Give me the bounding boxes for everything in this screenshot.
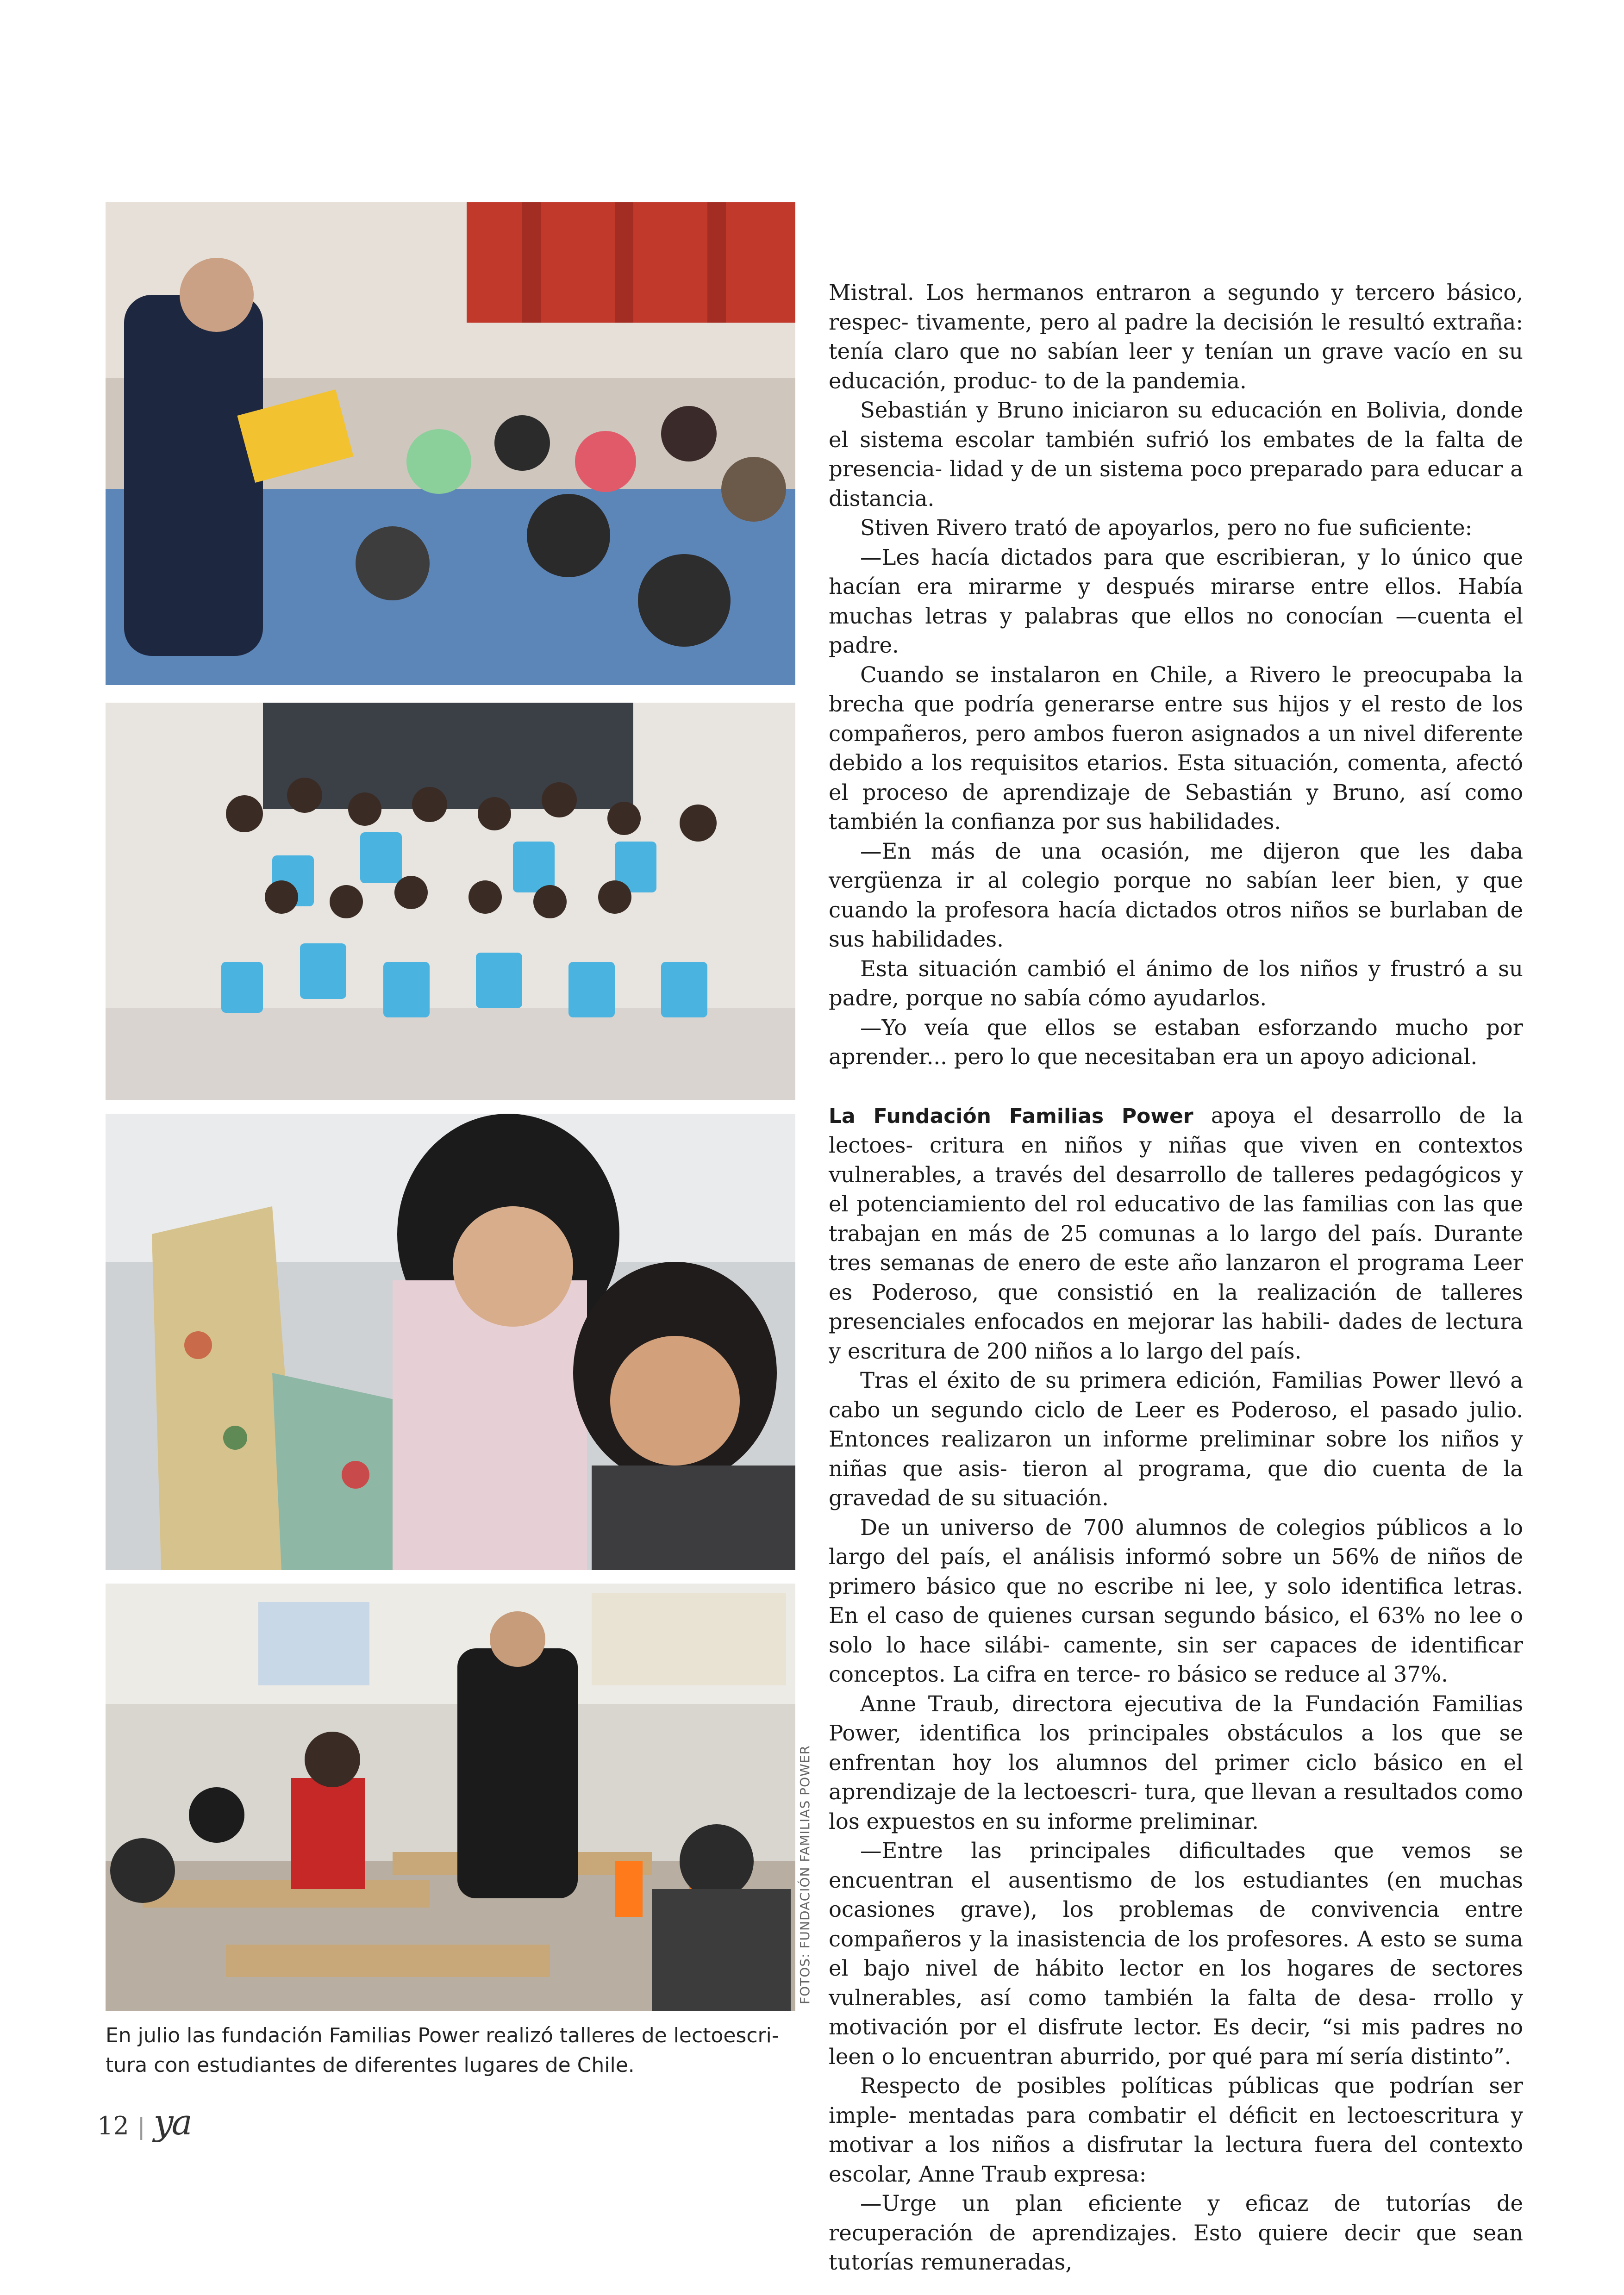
paragraph: De un universo de 700 alumnos de colegios públicos a lo largo del país, el análisis informó sobre un 56% de niños de primero básico que no escribe ni lee, y solo identifica letras. En el caso de quienes cursan segundo básico, el 63% no lee o solo lo hace silábi- camente, sin ser capaces de identificar conceptos. La cifra en terce- ro básico se reduce al 37%. — [829, 1515, 1523, 1687]
photo-group-with-bags — [106, 703, 795, 1100]
paragraph: Tras el éxito de su primera edición, Familias Power llevó a cabo un segundo ciclo de Leer es Poderoso, el pasado julio. Entonces realizaron un informe preliminar sobre los niños y niñas que asis- tieron al programa, que dio cuenta de la gravedad de su situación. — [829, 1368, 1523, 1510]
paragraph: Stiven Rivero trató de apoyarlos, pero no fue suficiente: — [860, 515, 1473, 540]
paragraph: Sebastián y Bruno iniciaron su educación en Bolivia, donde el sistema escolar también sufrió los embates de la falta de presencia- lidad y de un sistema poco preparado para educar a distancia. — [829, 398, 1523, 511]
photo-reading-session — [106, 202, 795, 685]
photo-girls-with-book — [106, 1114, 795, 1570]
photo-credit: FOTOS: FUNDACIÓN FAMILIAS POWER — [797, 1745, 812, 2004]
photo-classroom — [106, 1584, 795, 2011]
section-lead: La Fundación Familias Power — [829, 1104, 1193, 1128]
article-body — [829, 278, 1523, 2277]
paragraph: Esta situación cambió el ánimo de los niños y frustró a su padre, porque no sabía cómo ayudarlos. — [829, 956, 1523, 1010]
magazine-logo: ya — [153, 2102, 191, 2143]
paragraph: —Urge un plan eficiente y eficaz de tutorías de recuperación de aprendizajes. Esto quiere decir que sean tutorías remuneradas, — [829, 2191, 1523, 2275]
photo-reading-session-image — [106, 202, 795, 685]
paragraph: —En más de una ocasión, me dijeron que les daba vergüenza ir al colegio porque no sabían leer bien, y que cuando la profesora hacía dictados otros niños se burlaban de sus habilidades. — [829, 838, 1523, 952]
paragraph: —Entre las principales dificultades que vemos se encuentran el ausentismo de los estudiantes (en muchas ocasiones grave), los problemas de convivencia entre compañeros y la inasistencia de los profesores. A esto se suma el bajo nivel de hábito lector en los hogares de sectores vulnerables, así como también la falta de desa- rrollo y motivación por el disfrute lector. Es decir, “si mis padres no leen o lo encuentran aburrido, por qué para mí sería distinto”. — [829, 1838, 1523, 2069]
photo-classroom-image — [106, 1584, 795, 2011]
paragraph: Cuando se instalaron en Chile, a Rivero le preocupaba la brecha que podría generarse entre sus hijos y el resto de los compañeros, pero ambos fueron asignados a un nivel diferente debido a los requisitos etarios. Esta situación, comenta, afectó el proceso de aprendizaje de Sebastián y Bruno, así como también la confianza por sus habilidades. — [829, 662, 1523, 834]
folio-separator: | — [137, 2113, 145, 2140]
paragraph: —Les hacía dictados para que escribieran, y lo único que hacían era mirarme y después mirarse entre ellos. Había muchas letras y palabras que ellos no conocían —cuenta el padre. — [829, 544, 1523, 658]
folio — [97, 2102, 191, 2143]
section-lead-text: apoya el desarrollo de la lectoes- critura en niños y niñas que viven en contextos vulnerables, a través del desarrollo de talleres pedagógicos y el potenciamiento del rol educativo de las familias con las que trabajan en más de 25 comunas a lo largo del país. Durante tres semanas de enero de este año lanzaron el programa Leer es Poderoso, que consistió en la realización de talleres presenciales enfocados en mejorar las habili- dades de lectura y escritura de 200 niños a lo largo del país. — [829, 1103, 1523, 1364]
photo-group-image — [106, 703, 795, 1100]
paragraph: Mistral. Los hermanos entraron a segundo y tercero básico, respec- tivamente, pero al padre la decisión le resultó extraña: tenía claro que no sabían leer y tenían un grave vacío en su educación, produc- to de la pandemia. — [829, 280, 1523, 393]
photo-caption: En julio las fundación Familias Power realizó talleres de lectoescri- tura con estudiantes de diferentes lugares de Chile. — [106, 2024, 779, 2077]
paragraph: —Yo veía que ellos se estaban esforzando mucho por aprender... pero lo que necesitaban era un apoyo adicional. — [829, 1015, 1523, 1069]
section-lead-paragraph — [829, 1101, 1523, 1366]
paragraph: Anne Traub, directora ejecutiva de la Fundación Familias Power, identifica los principales obstáculos a los que se enfrentan hoy los alumnos del primer ciclo básico en el aprendizaje de la lectoescri- tura, que llevan a resultados como los expuestos en su informe preliminar. — [829, 1691, 1523, 1834]
photo-girls-image — [106, 1114, 795, 1570]
paragraph: Respecto de posibles políticas públicas que podrían ser imple- mentadas para combatir el déficit en lectoescritura y motivar a los niños a disfrutar la lectura fuera del contexto escolar, Anne Traub expresa: — [829, 2073, 1523, 2187]
page-number: 12 — [97, 2111, 129, 2140]
